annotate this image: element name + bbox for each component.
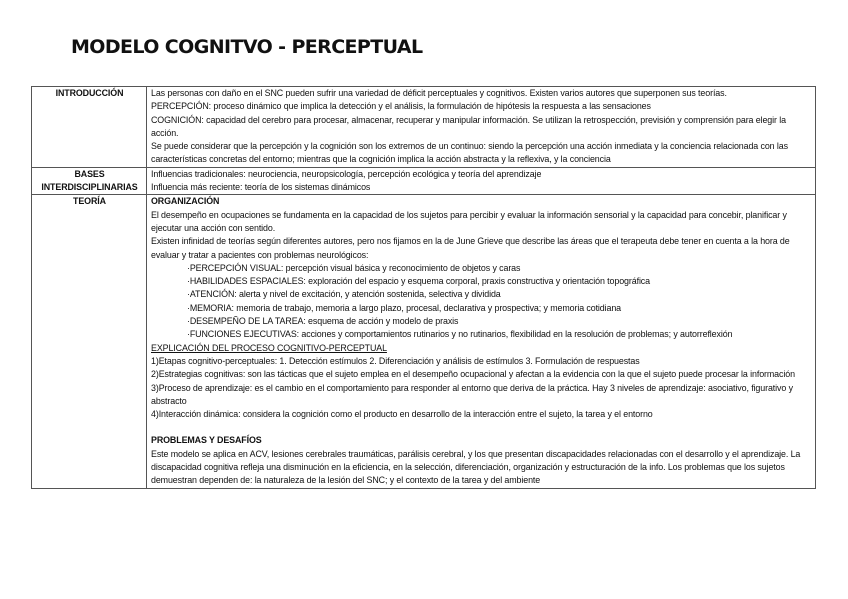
- list-item: ·PERCEPCIÓN VISUAL: percepción visual básica y reconocimiento de objetos y caras: [187, 262, 521, 273]
- explicacion-item: 3)Proceso de aprendizaje: es el cambio en el comportamiento para responder al entorno que deriva de la práctica. Hay 3 niveles de aprendizaje: asociativo, figurativo y abstracto: [151, 382, 793, 406]
- table-row-bases: [32, 167, 816, 195]
- table-row-introduccion: [32, 87, 816, 168]
- list-item: ·ATENCIÓN: alerta y nivel de excitación, y atención sostenida, selectiva y dividida: [187, 289, 501, 300]
- explicacion-item: 4)Interacción dinámica: considera la cognición como el producto en desarrollo de la interacción entre el sujeto, la tarea y el entorno: [151, 409, 653, 420]
- problemas-heading: PROBLEMAS Y DESAFÍOS: [151, 435, 262, 446]
- intro-content: [147, 87, 816, 168]
- explicacion-item: 1)Etapas cognitivo-perceptuales: 1. Detección estímulos 2. Diferenciación y análisis de estímulos 3. Formulación de respuestas: [151, 355, 640, 366]
- organizacion-paragraph: El desempeño en ocupaciones se fundamenta en la capacidad de los sujetos para percibir y evaluar la información sensorial y la capacidad para concebir, planificar y ejecutar una acción con sentido.: [151, 209, 787, 233]
- table-row-teoria: [32, 195, 816, 488]
- bases-line: Influencia más reciente: teoría de los sistemas dinámicos: [151, 182, 371, 193]
- explicacion-item: 2)Estrategias cognitivas: son las tácticas que el sujeto emplea en el desempeño ocupacional y afectan a la evidencia con la que el sujeto puede procesar la información: [151, 369, 795, 380]
- row-label-introduccion: INTRODUCCIÓN: [32, 87, 147, 168]
- row-label-teoria: TEORÍA: [32, 195, 147, 488]
- bases-content: [147, 167, 816, 195]
- document-title: MODELO COGNITVO - PERCEPTUAL: [71, 36, 423, 58]
- teoria-content: [147, 195, 816, 488]
- list-item: ·MEMORIA: memoria de trabajo, memoria a largo plazo, procesal, declarativa y prospectiva; y memoria cotidiana: [187, 302, 622, 313]
- list-item: ·HABILIDADES ESPACIALES: exploración del espacio y esquema corporal, praxis constructiva y orientación topográfica: [187, 276, 650, 287]
- list-item: ·DESEMPEÑO DE LA TAREA: esquema de acción y modelo de praxis: [187, 316, 459, 327]
- intro-paragraph: PERCEPCIÓN: proceso dinámico que implica la detección y el análisis, la formulación de hipótesis la respuesta a las sensaciones: [151, 101, 651, 112]
- explicacion-heading: EXPLICACIÓN DEL PROCESO COGNITIVO-PERCEPTUAL: [151, 342, 387, 353]
- intro-paragraph: Las personas con daño en el SNC pueden sufrir una variedad de déficit perceptuales y cognitivos. Existen varios autores que superponen sus teorías.: [151, 88, 727, 98]
- section-spacer: [151, 421, 812, 434]
- list-item: ·FUNCIONES EJECUTIVAS: acciones y comportamientos rutinarios y no rutinarios, flexibilidad en la resolución de problemas; y autorreflexión: [187, 329, 733, 340]
- intro-paragraph: Se puede considerar que la percepción y la cognición son los extremos de un continuo: siendo la percepción una acción inmediata y la conciencia relacionada con las características concretas del entorno; mientras que la cognición implica la acción abstracta y la reflexiva, y la conciencia: [151, 141, 788, 165]
- model-table: [31, 86, 816, 489]
- bases-line: Influencias tradicionales: neurociencia, neuropsicología, percepción ecológica y teoría del aprendizaje: [151, 168, 542, 179]
- organizacion-heading: ORGANIZACIÓN: [151, 196, 220, 207]
- row-label-bases: BASES INTERDISCIPLINARIAS: [32, 167, 147, 195]
- organizacion-paragraph: Existen infinidad de teorías según diferentes autores, pero nos fijamos en la de June Grieve que describe las áreas que el terapeuta debe tener en cuenta a la hora de evaluar y tratar a pacientes con problemas neurológicos:: [151, 236, 790, 260]
- problemas-paragraph: Este modelo se aplica en ACV, lesiones cerebrales traumáticas, parálisis cerebral, y los que presentan discapacidades relacionadas con el desarrollo y el aprendizaje. La discapacidad cognitiva refleja una disminución en la eficiencia, en la selección, diferenciación, organización y estructuración de la info. Los problemas que los sujetos demuestran dependen de: la naturaleza de la lesión del SNC; y el contexto de la tarea y del ambiente: [151, 448, 801, 486]
- areas-list: [151, 262, 812, 342]
- intro-paragraph: COGNICIÓN: capacidad del cerebro para procesar, almacenar, recuperar y manipular información. Se utilizan la retrospección, previsión y comprensión para elegir la acción.: [151, 114, 786, 138]
